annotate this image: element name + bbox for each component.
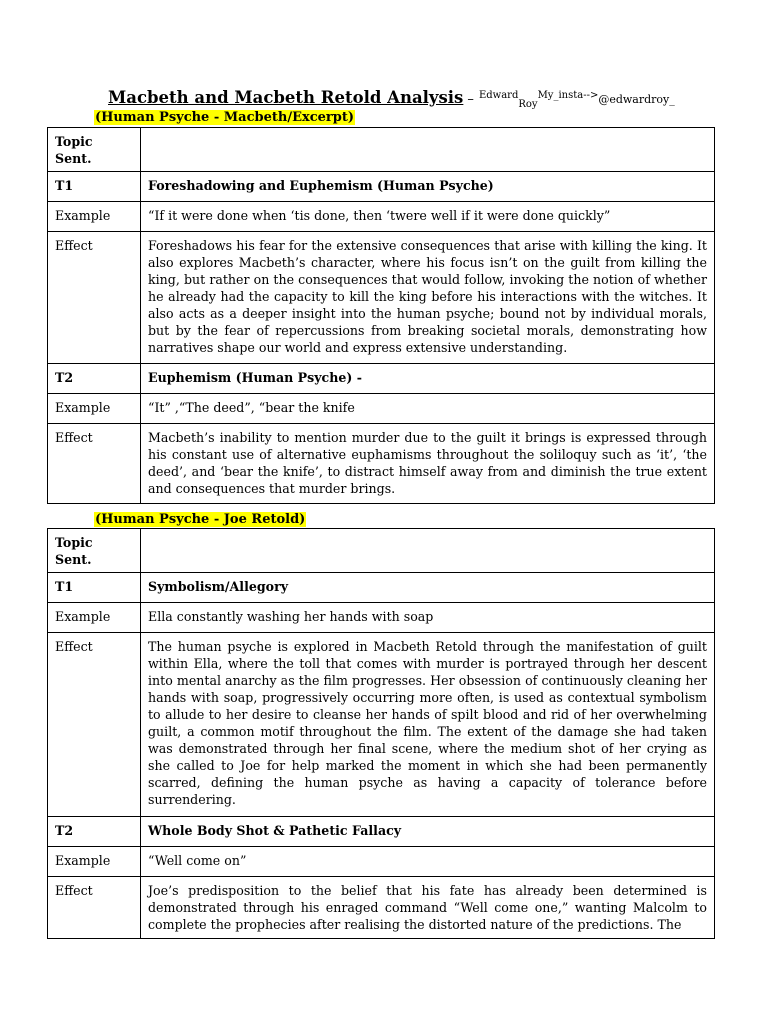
table-row	[48, 232, 715, 364]
table-row	[48, 202, 715, 232]
row-label: Example	[48, 603, 141, 633]
table-row	[48, 364, 715, 394]
insta-label: My_insta-->	[537, 90, 599, 101]
table-row	[48, 877, 715, 939]
section2-label: (Human Psyche - Joe Retold)	[95, 512, 306, 527]
table-row	[48, 847, 715, 877]
document-title: Macbeth and Macbeth Retold Analysis	[108, 88, 464, 107]
title-line	[108, 88, 675, 110]
row-content: Euphemism (Human Psyche) -	[141, 364, 715, 394]
row-content: “It” ,“The deed”, “bear the knife	[141, 394, 715, 424]
title-dash: –	[467, 92, 474, 107]
row-content: Joe’s predisposition to the belief that his fate has already been determined is demonstrated through his enraged command “Well come one,” wanting Malcolm to complete the prophecies after realising the distorted nature of the predictions. The	[141, 877, 715, 939]
table-row	[48, 633, 715, 817]
section1-table	[47, 127, 715, 504]
row-label: T2	[48, 817, 141, 847]
table-row	[48, 424, 715, 504]
table-row	[48, 817, 715, 847]
row-content: The human psyche is explored in Macbeth Retold through the manifestation of guilt within Ella, where the toll that comes with murder is portrayed through her descent into mental anarchy as the film progresses. Her obsession of continuously cleaning her hands with soap, progressively occurring more often, is used as contextual symbolism to allude to her desire to cleanse her hands of spilt blood and rid of her overwhelming guilt, a common motif throughout the film. The extent of the damage she had taken was demonstrated through her final scene, where the medium shot of her crying as she called to Joe for help marked the moment in which she had been permanently scarred, defining the human psyche as having a capacity of tolerance before surrendering.	[141, 633, 715, 817]
row-label: Effect	[48, 424, 141, 504]
row-content: Ella constantly washing her hands with soap	[141, 603, 715, 633]
row-content: Foreshadows his fear for the extensive consequences that arise with killing the king. It also explores Macbeth’s character, where his focus isn’t on the guilt from killing the king, but rather on the consequences that would follow, invoking the notion of whether he already had the capacity to kill the king before his interactions with the witches. It also acts as a deeper insight into the human psyche; bound not by individual morals, but by the fear of repercussions from breaking societal morals, demonstrating how narratives shape our world and express extensive understanding.	[141, 232, 715, 364]
row-content: “Well come on”	[141, 847, 715, 877]
author-last-name: Roy	[518, 99, 538, 110]
row-label: Example	[48, 847, 141, 877]
row-content: Foreshadowing and Euphemism (Human Psyche)	[141, 172, 715, 202]
row-label: Example	[48, 202, 141, 232]
table-row	[48, 529, 715, 573]
row-label: Topic Sent.	[48, 128, 141, 172]
table-row	[48, 128, 715, 172]
row-content: Macbeth’s inability to mention murder due to the guilt it brings is expressed through his constant use of alternative euphamisms throughout the soliloquy such as ‘it’, ‘the deed’, and ‘bear the knife’, to distract himself away from and diminish the true extent and consequences that murder brings.	[141, 424, 715, 504]
row-label: T2	[48, 364, 141, 394]
row-content	[141, 128, 715, 172]
row-label: Example	[48, 394, 141, 424]
table-row	[48, 573, 715, 603]
row-label: Effect	[48, 633, 141, 817]
row-content	[141, 529, 715, 573]
row-content: Symbolism/Allegory	[141, 573, 715, 603]
insta-handle: @edwardroy_	[598, 93, 675, 106]
row-label: T1	[48, 573, 141, 603]
row-label: Effect	[48, 232, 141, 364]
row-content: “If it were done when ‘tis done, then ‘twere well if it were done quickly”	[141, 202, 715, 232]
section2-table	[47, 528, 715, 939]
author-first-name: Edward	[478, 90, 519, 101]
row-label: Topic Sent.	[48, 529, 141, 573]
row-label: T1	[48, 172, 141, 202]
table-row	[48, 172, 715, 202]
table-row	[48, 603, 715, 633]
table-row	[48, 394, 715, 424]
row-content: Whole Body Shot & Pathetic Fallacy	[141, 817, 715, 847]
row-label: Effect	[48, 877, 141, 939]
section1-label: (Human Psyche - Macbeth/Excerpt)	[95, 110, 355, 125]
